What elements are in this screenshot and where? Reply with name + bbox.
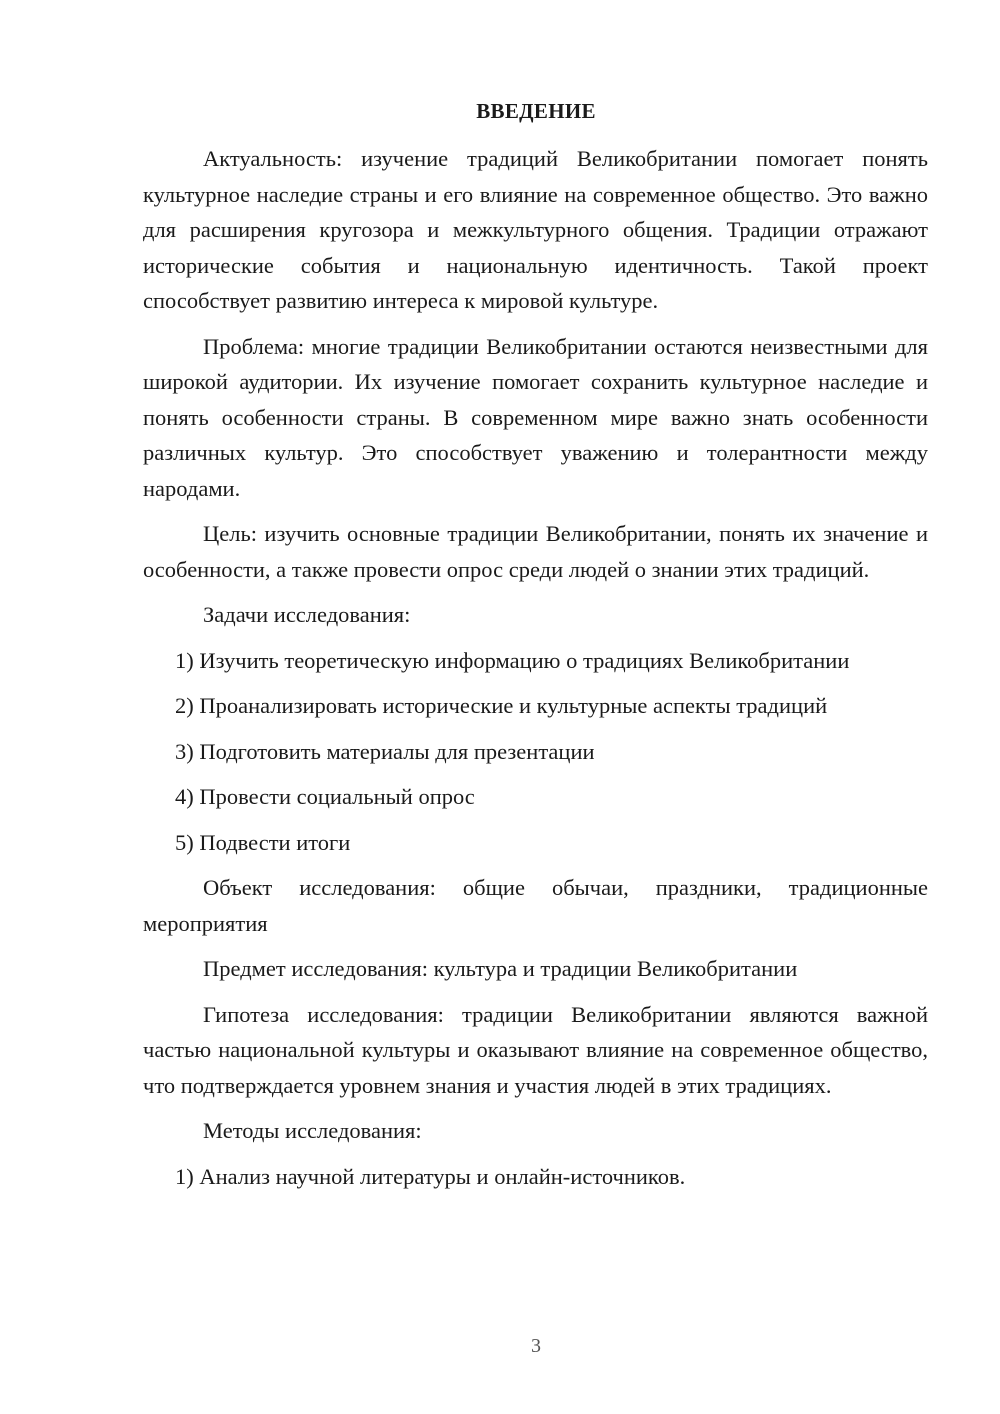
document-body: [143, 141, 928, 1204]
goal-paragraph: Цель: изучить основные традиции Великобритании, понять их значение и особенности, а также провести опрос среди людей о знании этих традиций.: [143, 521, 928, 582]
method-item: 1) Анализ научной литературы и онлайн-источников.: [175, 1163, 686, 1189]
task-item: 4) Провести социальный опрос: [175, 784, 475, 809]
problem-paragraph: Проблема: многие традиции Великобритании остаются неизвестными для широкой аудитории. Их изучение помогает сохранить культурное наследие и понять особенности страны. В современном мире важно знать особенности различных культур. Это способствует уважению и толерантности между народами.: [143, 333, 928, 501]
section-heading: ВВЕДЕНИЕ: [476, 99, 596, 123]
task-item: 5) Подвести итоги: [175, 829, 351, 855]
tasks-label: Задачи исследования:: [203, 602, 411, 627]
methods-label: Методы исследования:: [203, 1118, 422, 1143]
subject-paragraph: Предмет исследования: культура и традиции Великобритании: [203, 956, 798, 981]
task-item: 2) Проанализировать исторические и культурные аспекты традиций: [175, 693, 828, 718]
object-paragraph: Объект исследования: общие обычаи, праздники, традиционные мероприятия: [143, 875, 928, 936]
task-item: 1) Изучить теоретическую информацию о традициях Великобритании: [175, 647, 850, 673]
relevance-paragraph: Актуальность: изучение традиций Великобритании помогает понять культурное наследие страны и его влияние на современное общество. Это важно для расширения кругозора и межкультурного общения. Традиции отражают исторические события и национальную идентичность. Такой проект способствует развитию интереса к мировой культуре.: [143, 146, 928, 313]
hypothesis-paragraph: Гипотеза исследования: традиции Великобритании являются важной частью национальной культуры и оказывают влияние на современное общество, что подтверждается уровнем знания и участия людей в этих традициях.: [143, 1001, 928, 1098]
page-number: 3: [531, 1335, 541, 1357]
task-item: 3) Подготовить материалы для презентации: [175, 738, 595, 764]
tasks-list: [143, 643, 928, 861]
methods-list: [143, 1159, 928, 1195]
